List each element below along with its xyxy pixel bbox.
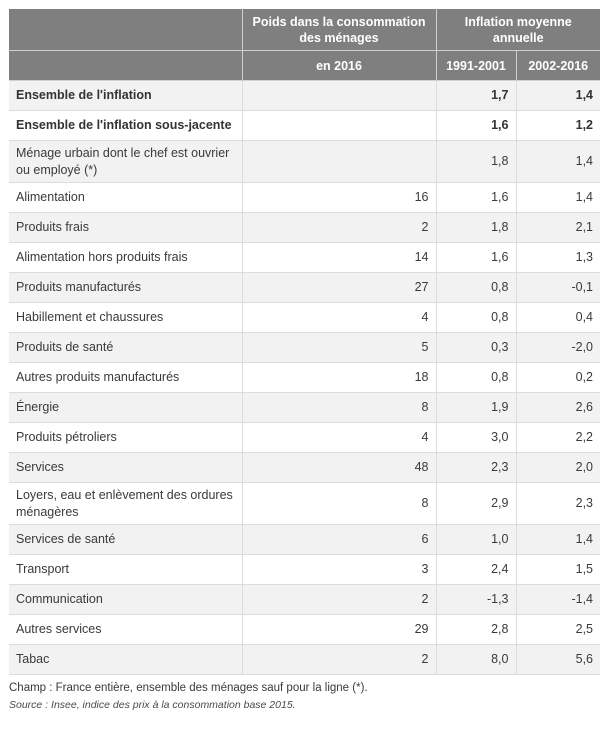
- row-inflation-2002-2016: 1,5: [516, 555, 600, 585]
- inflation-table-container: [9, 9, 600, 713]
- row-weight: 8: [242, 483, 436, 525]
- table-row: [9, 483, 600, 525]
- table-row: [9, 213, 600, 243]
- row-inflation-1991-2001: 3,0: [436, 423, 516, 453]
- row-label: Produits manufacturés: [9, 273, 242, 303]
- row-inflation-2002-2016: -0,1: [516, 273, 600, 303]
- scope-note: Champ : France entière, ensemble des ménages sauf pour la ligne (*).: [9, 682, 368, 694]
- table-row: [9, 615, 600, 645]
- row-weight: 14: [242, 243, 436, 273]
- row-inflation-1991-2001: 0,8: [436, 273, 516, 303]
- row-inflation-1991-2001: 1,8: [436, 213, 516, 243]
- row-weight: 5: [242, 333, 436, 363]
- table-row: [9, 423, 600, 453]
- table-row: [9, 81, 600, 111]
- row-weight: 48: [242, 453, 436, 483]
- table-body: [9, 81, 600, 675]
- row-weight: 2: [242, 213, 436, 243]
- table-row: [9, 333, 600, 363]
- row-label: Produits pétroliers: [9, 423, 242, 453]
- row-weight: [242, 81, 436, 111]
- row-inflation-2002-2016: 5,6: [516, 645, 600, 675]
- row-weight: 8: [242, 393, 436, 423]
- row-inflation-2002-2016: 1,4: [516, 141, 600, 183]
- row-label: Alimentation: [9, 183, 242, 213]
- row-inflation-2002-2016: 2,0: [516, 453, 600, 483]
- row-inflation-1991-2001: 1,6: [436, 183, 516, 213]
- row-label: Transport: [9, 555, 242, 585]
- table-row: [9, 645, 600, 675]
- row-inflation-2002-2016: 1,4: [516, 525, 600, 555]
- row-inflation-1991-2001: 0,8: [436, 363, 516, 393]
- row-label: Produits de santé: [9, 333, 242, 363]
- row-inflation-1991-2001: 2,4: [436, 555, 516, 585]
- row-inflation-1991-2001: 2,9: [436, 483, 516, 525]
- row-inflation-1991-2001: 2,3: [436, 453, 516, 483]
- subheader-weight-year: en 2016: [242, 51, 436, 81]
- row-inflation-1991-2001: 0,8: [436, 303, 516, 333]
- row-weight: [242, 111, 436, 141]
- inflation-table: [9, 9, 600, 675]
- row-inflation-2002-2016: -1,4: [516, 585, 600, 615]
- row-weight: 6: [242, 525, 436, 555]
- row-label: Loyers, eau et enlèvement des ordures ménagères: [9, 483, 242, 525]
- row-inflation-2002-2016: 2,1: [516, 213, 600, 243]
- table-row: [9, 303, 600, 333]
- row-weight: 27: [242, 273, 436, 303]
- table-row: [9, 183, 600, 213]
- row-inflation-1991-2001: 1,7: [436, 81, 516, 111]
- row-inflation-2002-2016: 2,3: [516, 483, 600, 525]
- row-label: Produits frais: [9, 213, 242, 243]
- row-inflation-1991-2001: 1,6: [436, 243, 516, 273]
- row-label: Autres produits manufacturés: [9, 363, 242, 393]
- row-weight: 2: [242, 645, 436, 675]
- row-inflation-1991-2001: 1,0: [436, 525, 516, 555]
- row-inflation-2002-2016: 1,4: [516, 183, 600, 213]
- row-inflation-2002-2016: 2,2: [516, 423, 600, 453]
- row-weight: 2: [242, 585, 436, 615]
- row-weight: 18: [242, 363, 436, 393]
- row-inflation-2002-2016: -2,0: [516, 333, 600, 363]
- table-row: [9, 555, 600, 585]
- row-inflation-1991-2001: 1,9: [436, 393, 516, 423]
- table-row: [9, 453, 600, 483]
- table-row: [9, 273, 600, 303]
- row-label: Ménage urbain dont le chef est ouvrier ou employé (*): [9, 141, 242, 183]
- table-row: [9, 585, 600, 615]
- row-inflation-1991-2001: 1,8: [436, 141, 516, 183]
- row-inflation-1991-2001: 8,0: [436, 645, 516, 675]
- row-label: Communication: [9, 585, 242, 615]
- row-inflation-2002-2016: 0,4: [516, 303, 600, 333]
- row-label: Ensemble de l'inflation sous-jacente: [9, 111, 242, 141]
- table-row: [9, 393, 600, 423]
- table-row: [9, 111, 600, 141]
- row-inflation-2002-2016: 1,2: [516, 111, 600, 141]
- header-empty-cell: [9, 9, 242, 51]
- row-weight: 3: [242, 555, 436, 585]
- row-label: Services: [9, 453, 242, 483]
- row-label: Ensemble de l'inflation: [9, 81, 242, 111]
- row-label: Alimentation hors produits frais: [9, 243, 242, 273]
- row-inflation-1991-2001: 2,8: [436, 615, 516, 645]
- subheader-period-2: 2002-2016: [516, 51, 600, 81]
- table-row: [9, 363, 600, 393]
- row-label: Services de santé: [9, 525, 242, 555]
- row-label: Tabac: [9, 645, 242, 675]
- table-footer: [9, 679, 600, 713]
- row-weight: 4: [242, 423, 436, 453]
- table-row: [9, 243, 600, 273]
- row-inflation-2002-2016: 1,4: [516, 81, 600, 111]
- row-weight: 29: [242, 615, 436, 645]
- row-label: Autres services: [9, 615, 242, 645]
- header-inflation: Inflation moyenne annuelle: [436, 9, 600, 51]
- header-weight: Poids dans la consommation des ménages: [242, 9, 436, 51]
- row-weight: 4: [242, 303, 436, 333]
- row-inflation-1991-2001: 0,3: [436, 333, 516, 363]
- header-empty-cell-2: [9, 51, 242, 81]
- row-inflation-2002-2016: 2,5: [516, 615, 600, 645]
- row-label: Habillement et chaussures: [9, 303, 242, 333]
- table-row: [9, 141, 600, 183]
- row-inflation-1991-2001: 1,6: [436, 111, 516, 141]
- row-inflation-2002-2016: 1,3: [516, 243, 600, 273]
- source-note: Source : Insee, indice des prix à la consommation base 2015.: [9, 699, 296, 711]
- row-inflation-2002-2016: 2,6: [516, 393, 600, 423]
- table-row: [9, 525, 600, 555]
- row-weight: [242, 141, 436, 183]
- subheader-period-1: 1991-2001: [436, 51, 516, 81]
- row-weight: 16: [242, 183, 436, 213]
- row-inflation-1991-2001: -1,3: [436, 585, 516, 615]
- table-header: [9, 9, 600, 81]
- row-inflation-2002-2016: 0,2: [516, 363, 600, 393]
- row-label: Énergie: [9, 393, 242, 423]
